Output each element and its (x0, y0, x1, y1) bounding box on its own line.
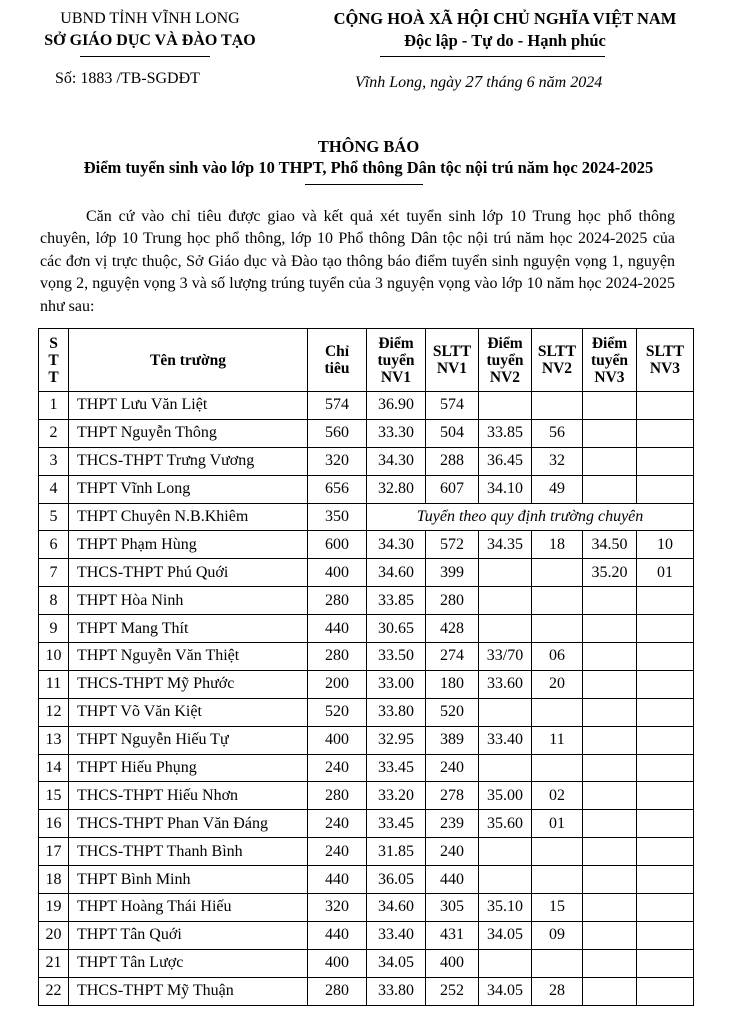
col-stt-header: S T T (39, 329, 69, 392)
col-admitted-nv1-cell: 280 (426, 587, 479, 615)
national-header-block (300, 8, 710, 52)
col-admitted-nv2-cell (532, 559, 583, 587)
col-score-nv1-cell: 33.30 (367, 419, 426, 447)
col-score-nv3-cell (583, 392, 637, 420)
col-quota-cell: 350 (308, 503, 367, 531)
col-stt-cell: 14 (39, 754, 69, 782)
col-quota-header: Chỉ tiêu (308, 329, 367, 392)
col-school-cell: THCS-THPT Thanh Bình (69, 838, 308, 866)
col-school-cell: THPT Nguyễn Văn Thiệt (69, 643, 308, 671)
col-score-nv3-cell (583, 475, 637, 503)
title-main: THÔNG BÁO (317, 137, 420, 156)
col-stt-cell: 16 (39, 810, 69, 838)
col-score-nv3-cell (583, 698, 637, 726)
col-score-nv3-cell (583, 587, 637, 615)
title-sub: Điểm tuyển sinh vào lớp 10 THPT, Phổ thông Dân tộc nội trú năm học 2024-2025 (83, 158, 654, 177)
col-admitted-nv1-cell: 520 (426, 698, 479, 726)
table-row (39, 670, 694, 698)
col-admitted-nv1-cell: 252 (426, 977, 479, 1005)
col-score-nv3-cell: 35.20 (583, 559, 637, 587)
col-admitted-nv1-cell: 288 (426, 447, 479, 475)
col-quota-cell: 280 (308, 587, 367, 615)
agency-name: UBND TỈNH VĨNH LONG (60, 10, 240, 27)
table-row (39, 726, 694, 754)
col-stt-cell: 2 (39, 419, 69, 447)
col-admitted-nv2-cell: 32 (532, 447, 583, 475)
col-admitted-nv2-cell: 20 (532, 670, 583, 698)
col-admitted-nv3-cell (637, 475, 694, 503)
document-title (0, 136, 737, 178)
col-score-nv1-cell: 30.65 (367, 615, 426, 643)
col-quota-cell: 280 (308, 782, 367, 810)
col-admitted-nv3-cell (637, 921, 694, 949)
col-school-cell: THPT Nguyễn Hiếu Tự (69, 726, 308, 754)
col-score-nv1-cell: 33.40 (367, 921, 426, 949)
col-score-nv2-cell (479, 949, 532, 977)
col-admitted-nv1-cell: 428 (426, 615, 479, 643)
col-admitted-nv3-cell (637, 782, 694, 810)
col-school-cell: THPT Tân Quới (69, 921, 308, 949)
col-school-cell: THPT Phạm Hùng (69, 531, 308, 559)
admission-table (38, 328, 694, 1006)
col-admitted-nv2-cell: 01 (532, 810, 583, 838)
col-score-nv2-cell: 34.05 (479, 977, 532, 1005)
col-admitted-nv1-cell: 574 (426, 392, 479, 420)
col-score-nv2-cell: 33.40 (479, 726, 532, 754)
col-quota-cell: 200 (308, 670, 367, 698)
col-score-nv1-cell: 33.50 (367, 643, 426, 671)
col-score-nv3-cell (583, 447, 637, 475)
col-admitted-nv3-cell (637, 866, 694, 894)
col-score-nv1-cell: 33.80 (367, 977, 426, 1005)
col-admitted-nv1-cell: 240 (426, 754, 479, 782)
col-score-nv2-header: Điểm tuyển NV2 (479, 329, 532, 392)
col-admitted-nv1-cell: 305 (426, 894, 479, 922)
col-quota-cell: 440 (308, 866, 367, 894)
agency-underline (80, 56, 210, 57)
col-score-nv2-cell: 33.85 (479, 419, 532, 447)
col-score-nv1-cell: 34.30 (367, 531, 426, 559)
col-score-nv1-cell: 36.05 (367, 866, 426, 894)
col-school-cell: THCS-THPT Phú Quới (69, 559, 308, 587)
intro-paragraph: Căn cứ vào chỉ tiêu được giao và kết quả xét tuyển sinh lớp 10 Trung học phổ thông chuyên, lớp 10 Trung học phổ thông, lớp 10 Phổ thông Dân tộc nội trú năm học 2024-2025 của các đơn vị trực thuộc, Sở Giáo dục và Đào tạo thông báo điểm tuyển sinh nguyện vọng 1, nguyện vọng 2, nguyện vọng 3 và số lượng trúng tuyển của 3 nguyện vọng vào lớp 10 năm học 2024-2025 như sau: (40, 208, 675, 315)
motto-underline (380, 56, 605, 57)
col-admitted-nv2-cell: 56 (532, 419, 583, 447)
col-admitted-nv3-cell (637, 419, 694, 447)
col-quota-cell: 400 (308, 726, 367, 754)
col-score-nv2-cell: 35.00 (479, 782, 532, 810)
col-admitted-nv2-cell: 02 (532, 782, 583, 810)
col-admitted-nv3-cell (637, 615, 694, 643)
place-suffix: tháng 6 năm 2024 (486, 74, 603, 91)
date-day: 27 (465, 72, 483, 91)
col-admitted-nv3-cell: 10 (637, 531, 694, 559)
col-admitted-nv1-cell: 504 (426, 419, 479, 447)
col-score-nv1-cell: 34.05 (367, 949, 426, 977)
col-score-nv2-cell: 34.10 (479, 475, 532, 503)
table-row (39, 392, 694, 420)
col-score-nv1-cell: 32.95 (367, 726, 426, 754)
republic-name: CỘNG HOÀ XÃ HỘI CHỦ NGHĨA VIỆT NAM (333, 9, 677, 28)
col-admitted-nv2-cell (532, 866, 583, 894)
table-body (39, 392, 694, 1006)
table-row (39, 698, 694, 726)
col-stt-cell: 19 (39, 894, 69, 922)
col-admitted-nv3-cell (637, 670, 694, 698)
col-school-cell: THCS-THPT Trưng Vương (69, 447, 308, 475)
col-score-nv1-cell: 33.45 (367, 810, 426, 838)
table-row (39, 754, 694, 782)
col-stt-cell: 13 (39, 726, 69, 754)
table-row (39, 615, 694, 643)
col-score-nv2-cell: 33/70 (479, 643, 532, 671)
col-admitted-nv3-cell (637, 977, 694, 1005)
col-score-nv2-cell (479, 615, 532, 643)
col-score-nv3-cell (583, 866, 637, 894)
col-admitted-nv3-cell (637, 587, 694, 615)
col-score-nv3-cell (583, 921, 637, 949)
col-score-nv2-cell: 36.45 (479, 447, 532, 475)
col-stt-cell: 21 (39, 949, 69, 977)
table-row (39, 559, 694, 587)
col-admitted-nv1-cell: 440 (426, 866, 479, 894)
col-admitted-nv1-cell: 389 (426, 726, 479, 754)
col-quota-cell: 320 (308, 447, 367, 475)
col-admitted-nv2-cell (532, 615, 583, 643)
table-row (39, 475, 694, 503)
col-quota-cell: 560 (308, 419, 367, 447)
col-score-nv3-cell (583, 726, 637, 754)
place-prefix: Vĩnh Long, ngày (355, 74, 462, 91)
col-admitted-nv2-header: SLTT NV2 (532, 329, 583, 392)
col-score-nv1-cell: 33.00 (367, 670, 426, 698)
table-row (39, 894, 694, 922)
col-score-nv2-cell: 34.05 (479, 921, 532, 949)
col-admitted-nv3-cell (637, 894, 694, 922)
col-stt-cell: 17 (39, 838, 69, 866)
col-admitted-nv2-cell (532, 698, 583, 726)
table-row (39, 838, 694, 866)
col-stt-cell: 18 (39, 866, 69, 894)
table-header-row (39, 329, 694, 392)
col-score-nv3-cell (583, 838, 637, 866)
col-admitted-nv2-cell (532, 838, 583, 866)
col-score-nv2-cell (479, 587, 532, 615)
table-row (39, 447, 694, 475)
col-quota-cell: 600 (308, 531, 367, 559)
col-score-nv3-cell (583, 894, 637, 922)
col-admitted-nv3-header: SLTT NV3 (637, 329, 694, 392)
col-admitted-nv1-cell: 180 (426, 670, 479, 698)
col-score-nv2-cell (479, 866, 532, 894)
col-score-nv3-cell (583, 670, 637, 698)
col-school-cell: THPT Lưu Văn Liệt (69, 392, 308, 420)
col-admitted-nv1-cell: 239 (426, 810, 479, 838)
special-note-cell: Tuyển theo quy định trường chuyên (367, 503, 694, 531)
table-row (39, 866, 694, 894)
col-quota-cell: 240 (308, 810, 367, 838)
col-admitted-nv2-cell: 11 (532, 726, 583, 754)
col-admitted-nv1-cell: 572 (426, 531, 479, 559)
col-score-nv1-cell: 33.20 (367, 782, 426, 810)
col-admitted-nv1-cell: 274 (426, 643, 479, 671)
col-admitted-nv2-cell: 15 (532, 894, 583, 922)
col-score-nv1-cell: 34.60 (367, 894, 426, 922)
table-row (39, 531, 694, 559)
col-quota-cell: 320 (308, 894, 367, 922)
col-admitted-nv3-cell (637, 838, 694, 866)
col-admitted-nv3-cell (637, 726, 694, 754)
col-score-nv2-cell: 35.60 (479, 810, 532, 838)
col-score-nv3-cell: 34.50 (583, 531, 637, 559)
col-score-nv3-cell (583, 977, 637, 1005)
col-score-nv3-cell (583, 754, 637, 782)
title-underline (305, 184, 423, 185)
col-stt-cell: 15 (39, 782, 69, 810)
table-row (39, 810, 694, 838)
col-stt-cell: 1 (39, 392, 69, 420)
col-score-nv3-cell (583, 810, 637, 838)
col-stt-cell: 4 (39, 475, 69, 503)
col-admitted-nv2-cell: 49 (532, 475, 583, 503)
col-school-cell: THPT Chuyên N.B.Khiêm (69, 503, 308, 531)
col-admitted-nv3-cell (637, 643, 694, 671)
col-score-nv1-cell: 36.90 (367, 392, 426, 420)
table-row (39, 643, 694, 671)
col-admitted-nv1-cell: 278 (426, 782, 479, 810)
col-admitted-nv1-cell: 240 (426, 838, 479, 866)
col-score-nv2-cell (479, 838, 532, 866)
col-score-nv1-cell: 33.85 (367, 587, 426, 615)
col-quota-cell: 400 (308, 949, 367, 977)
col-school-cell: THPT Nguyễn Thông (69, 419, 308, 447)
col-quota-cell: 240 (308, 754, 367, 782)
col-admitted-nv2-cell: 18 (532, 531, 583, 559)
col-school-cell: THPT Hòa Ninh (69, 587, 308, 615)
col-admitted-nv1-cell: 607 (426, 475, 479, 503)
col-score-nv2-cell (479, 698, 532, 726)
col-score-nv1-cell: 31.85 (367, 838, 426, 866)
table-row (39, 587, 694, 615)
col-stt-cell: 6 (39, 531, 69, 559)
col-school-cell: THPT Bình Minh (69, 866, 308, 894)
col-stt-cell: 22 (39, 977, 69, 1005)
col-score-nv1-header: Điểm tuyển NV1 (367, 329, 426, 392)
col-score-nv2-cell: 35.10 (479, 894, 532, 922)
col-quota-cell: 400 (308, 559, 367, 587)
table-row (39, 419, 694, 447)
col-admitted-nv3-cell (637, 447, 694, 475)
col-admitted-nv3-cell: 01 (637, 559, 694, 587)
col-quota-cell: 440 (308, 615, 367, 643)
col-stt-cell: 11 (39, 670, 69, 698)
col-score-nv2-cell (479, 754, 532, 782)
col-score-nv3-cell (583, 419, 637, 447)
col-quota-cell: 280 (308, 643, 367, 671)
table-row (39, 921, 694, 949)
col-admitted-nv1-cell: 400 (426, 949, 479, 977)
col-score-nv1-cell: 33.80 (367, 698, 426, 726)
col-score-nv2-cell: 33.60 (479, 670, 532, 698)
col-admitted-nv2-cell: 09 (532, 921, 583, 949)
col-school-cell: THPT Hoàng Thái Hiếu (69, 894, 308, 922)
col-admitted-nv1-cell: 399 (426, 559, 479, 587)
col-score-nv3-cell (583, 643, 637, 671)
col-admitted-nv1-cell: 431 (426, 921, 479, 949)
col-score-nv2-cell: 34.35 (479, 531, 532, 559)
department-name: SỞ GIÁO DỤC VÀ ĐÀO TẠO (44, 32, 256, 49)
col-school-cell: THCS-THPT Mỹ Phước (69, 670, 308, 698)
col-admitted-nv2-cell (532, 587, 583, 615)
col-admitted-nv2-cell: 06 (532, 643, 583, 671)
col-school-cell: THCS-THPT Hiếu Nhơn (69, 782, 308, 810)
col-school-cell: THPT Mang Thít (69, 615, 308, 643)
col-quota-cell: 520 (308, 698, 367, 726)
col-school-cell: THPT Võ Văn Kiệt (69, 698, 308, 726)
issuing-agency-block (20, 8, 280, 52)
col-admitted-nv2-cell (532, 392, 583, 420)
col-admitted-nv2-cell (532, 949, 583, 977)
col-score-nv1-cell: 34.60 (367, 559, 426, 587)
col-stt-cell: 20 (39, 921, 69, 949)
table-row (39, 503, 694, 531)
col-admitted-nv3-cell (637, 754, 694, 782)
col-score-nv3-cell (583, 949, 637, 977)
col-school-cell: THPT Hiếu Phụng (69, 754, 308, 782)
table-row (39, 949, 694, 977)
col-admitted-nv2-cell: 28 (532, 977, 583, 1005)
col-score-nv3-cell (583, 615, 637, 643)
document-number: Số: 1883 /TB-SGDĐT (55, 70, 200, 87)
col-school-cell: THPT Tân Lược (69, 949, 308, 977)
table-row (39, 782, 694, 810)
col-score-nv1-cell: 34.30 (367, 447, 426, 475)
col-school-header: Tên trường (69, 329, 308, 392)
col-score-nv1-cell: 32.80 (367, 475, 426, 503)
col-score-nv3-cell (583, 782, 637, 810)
col-stt-cell: 8 (39, 587, 69, 615)
col-stt-cell: 9 (39, 615, 69, 643)
col-stt-cell: 12 (39, 698, 69, 726)
col-school-cell: THPT Vĩnh Long (69, 475, 308, 503)
col-admitted-nv3-cell (637, 949, 694, 977)
col-quota-cell: 240 (308, 838, 367, 866)
table-row (39, 977, 694, 1005)
col-score-nv2-cell (479, 559, 532, 587)
col-stt-cell: 7 (39, 559, 69, 587)
col-admitted-nv3-cell (637, 810, 694, 838)
col-quota-cell: 280 (308, 977, 367, 1005)
col-score-nv2-cell (479, 392, 532, 420)
col-quota-cell: 574 (308, 392, 367, 420)
col-school-cell: THCS-THPT Mỹ Thuận (69, 977, 308, 1005)
col-score-nv1-cell: 33.45 (367, 754, 426, 782)
national-motto: Độc lập - Tự do - Hạnh phúc (404, 31, 606, 50)
place-date (355, 72, 602, 92)
col-admitted-nv1-header: SLTT NV1 (426, 329, 479, 392)
col-quota-cell: 656 (308, 475, 367, 503)
col-stt-cell: 5 (39, 503, 69, 531)
col-admitted-nv2-cell (532, 754, 583, 782)
col-admitted-nv3-cell (637, 698, 694, 726)
col-stt-cell: 10 (39, 643, 69, 671)
col-score-nv3-header: Điểm tuyển NV3 (583, 329, 637, 392)
col-school-cell: THCS-THPT Phan Văn Đáng (69, 810, 308, 838)
col-quota-cell: 440 (308, 921, 367, 949)
col-stt-cell: 3 (39, 447, 69, 475)
col-admitted-nv3-cell (637, 392, 694, 420)
